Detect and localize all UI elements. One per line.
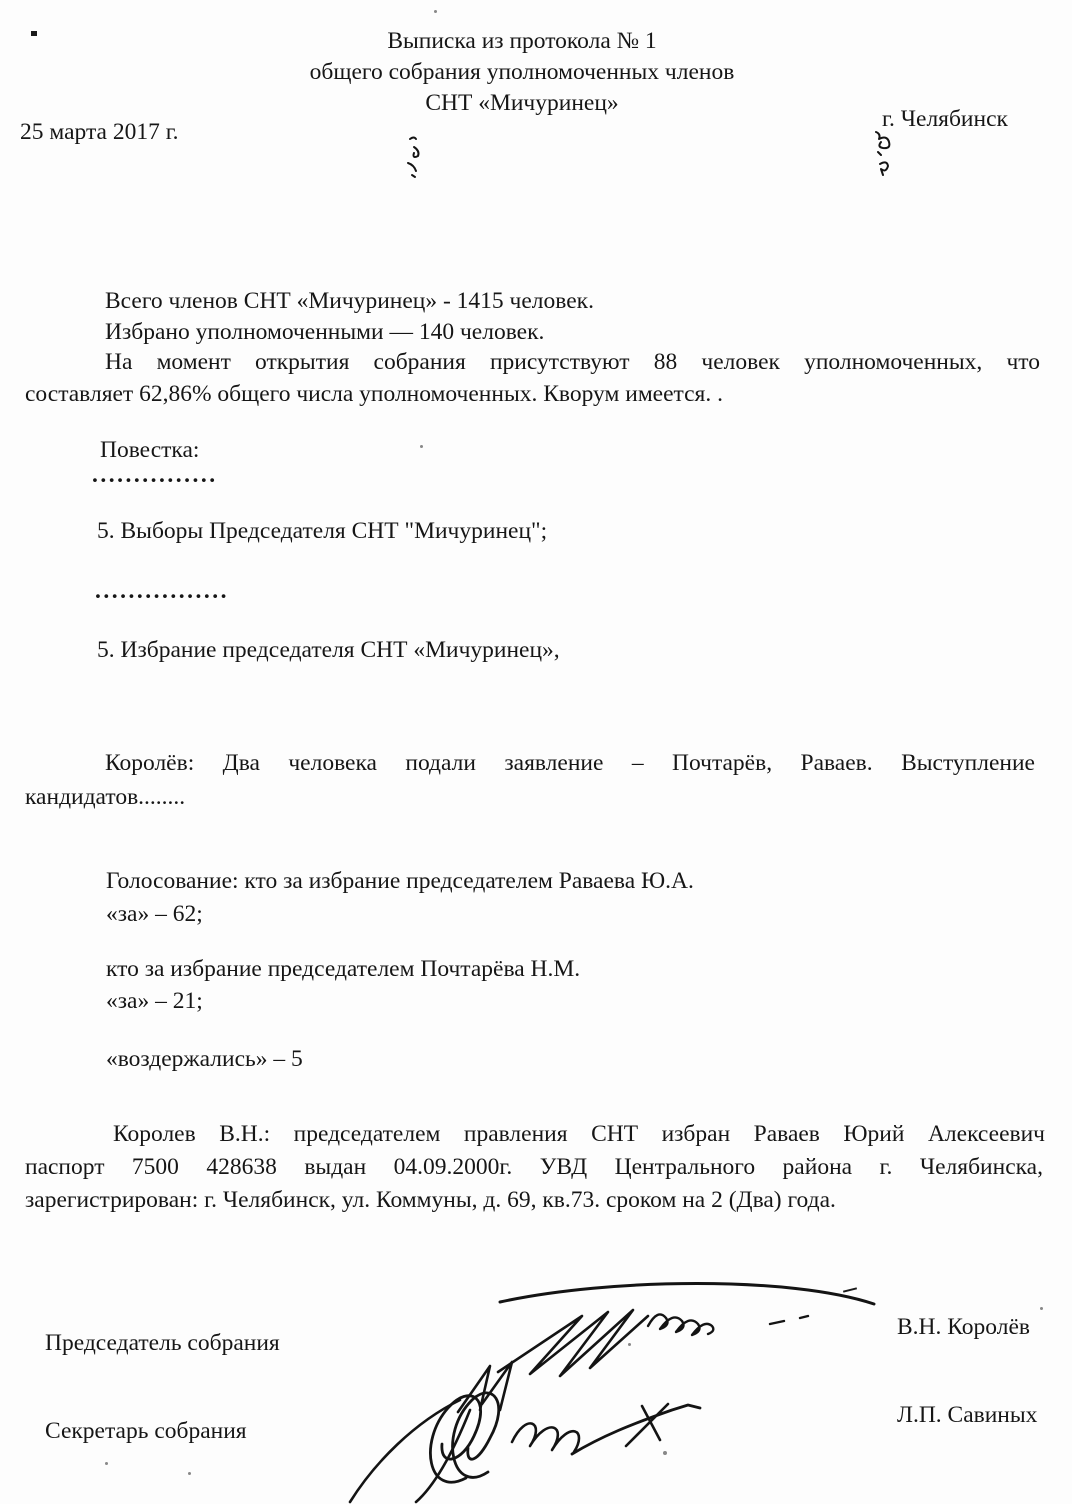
agenda-item-elections: 5. Выборы Председателя СНТ "Мичуринец";: [97, 518, 548, 544]
intro-line-members-total: Всего членов СНТ «Мичуринец» - 1415 человек.: [105, 288, 594, 314]
chairman-label: Председатель собрания: [45, 1330, 280, 1356]
secretary-signature: [320, 1350, 760, 1504]
intro-line-quorum-1: На момент открытия собрания присутствуют 88 человек уполномоченных, что: [105, 349, 1040, 375]
title-line-1: Выписка из протокола № 1: [387, 28, 657, 54]
voting-question-ravaev: Голосование: кто за избрание председателем Раваева Ю.А.: [106, 868, 694, 894]
intro-line-delegates: Избрано уполномоченными — 140 человек.: [105, 319, 545, 345]
scan-noise-dot: [663, 1451, 667, 1455]
scan-noise-dot: [105, 1462, 108, 1465]
agenda-heading: Повестка:: [100, 437, 200, 463]
speech-line-2: кандидатов........: [25, 784, 186, 810]
document-date: 25 марта 2017 г.: [20, 119, 179, 145]
document-city: г. Челябинск: [882, 106, 1008, 132]
voting-question-pochtarev: кто за избрание председателем Почтарёва Н.М.: [106, 956, 581, 982]
intro-line-quorum-2: составляет 62,86% общего числа уполномоченных. Кворум имеется. .: [25, 381, 723, 407]
scan-noise-dot: [628, 1343, 631, 1346]
agenda-item-chairman: 5. Избрание председателя СНТ «Мичуринец»,: [97, 637, 560, 663]
speech-line-1: Королёв: Два человека подали заявление – Почтарёв, Раваев. Выступление: [105, 750, 1035, 776]
scan-noise-dot: [434, 10, 437, 13]
secretary-name: Л.П. Савиных: [897, 1402, 1038, 1428]
decision-line-2: паспорт 7500 428638 выдан 04.09.2000г. УВД Центрального района г. Челябинска,: [25, 1154, 1043, 1180]
secretary-label: Секретарь собрания: [45, 1418, 247, 1444]
scan-noise-dot: [1040, 1307, 1043, 1310]
scan-noise-dot: [188, 1472, 191, 1475]
ink-squiggle-right: [868, 128, 904, 178]
decision-line-3: зарегистрирован: г. Челябинск, ул. Коммуны, д. 69, кв.73. сроком на 2 (Два) года.: [25, 1187, 836, 1213]
ink-speck: [31, 31, 37, 36]
title-line-2: общего собрания уполномоченных членов: [309, 59, 735, 85]
chairman-name: В.Н. Королёв: [897, 1314, 1030, 1340]
voting-abstained: «воздержались» – 5: [106, 1046, 303, 1072]
voting-result-ravaev: «за» – 62;: [106, 901, 203, 927]
agenda-ellipsis-1: ...............: [92, 462, 218, 488]
voting-result-pochtarev: «за» – 21;: [106, 988, 203, 1014]
ink-squiggle-center: [400, 135, 430, 180]
agenda-ellipsis-2: ................: [95, 578, 229, 604]
decision-line-1: Королев В.Н.: председателем правления СНТ избран Раваев Юрий Алексеевич: [113, 1121, 1045, 1147]
title-line-3: СНТ «Мичуринец»: [425, 90, 619, 116]
scan-noise-dot: [420, 445, 423, 448]
